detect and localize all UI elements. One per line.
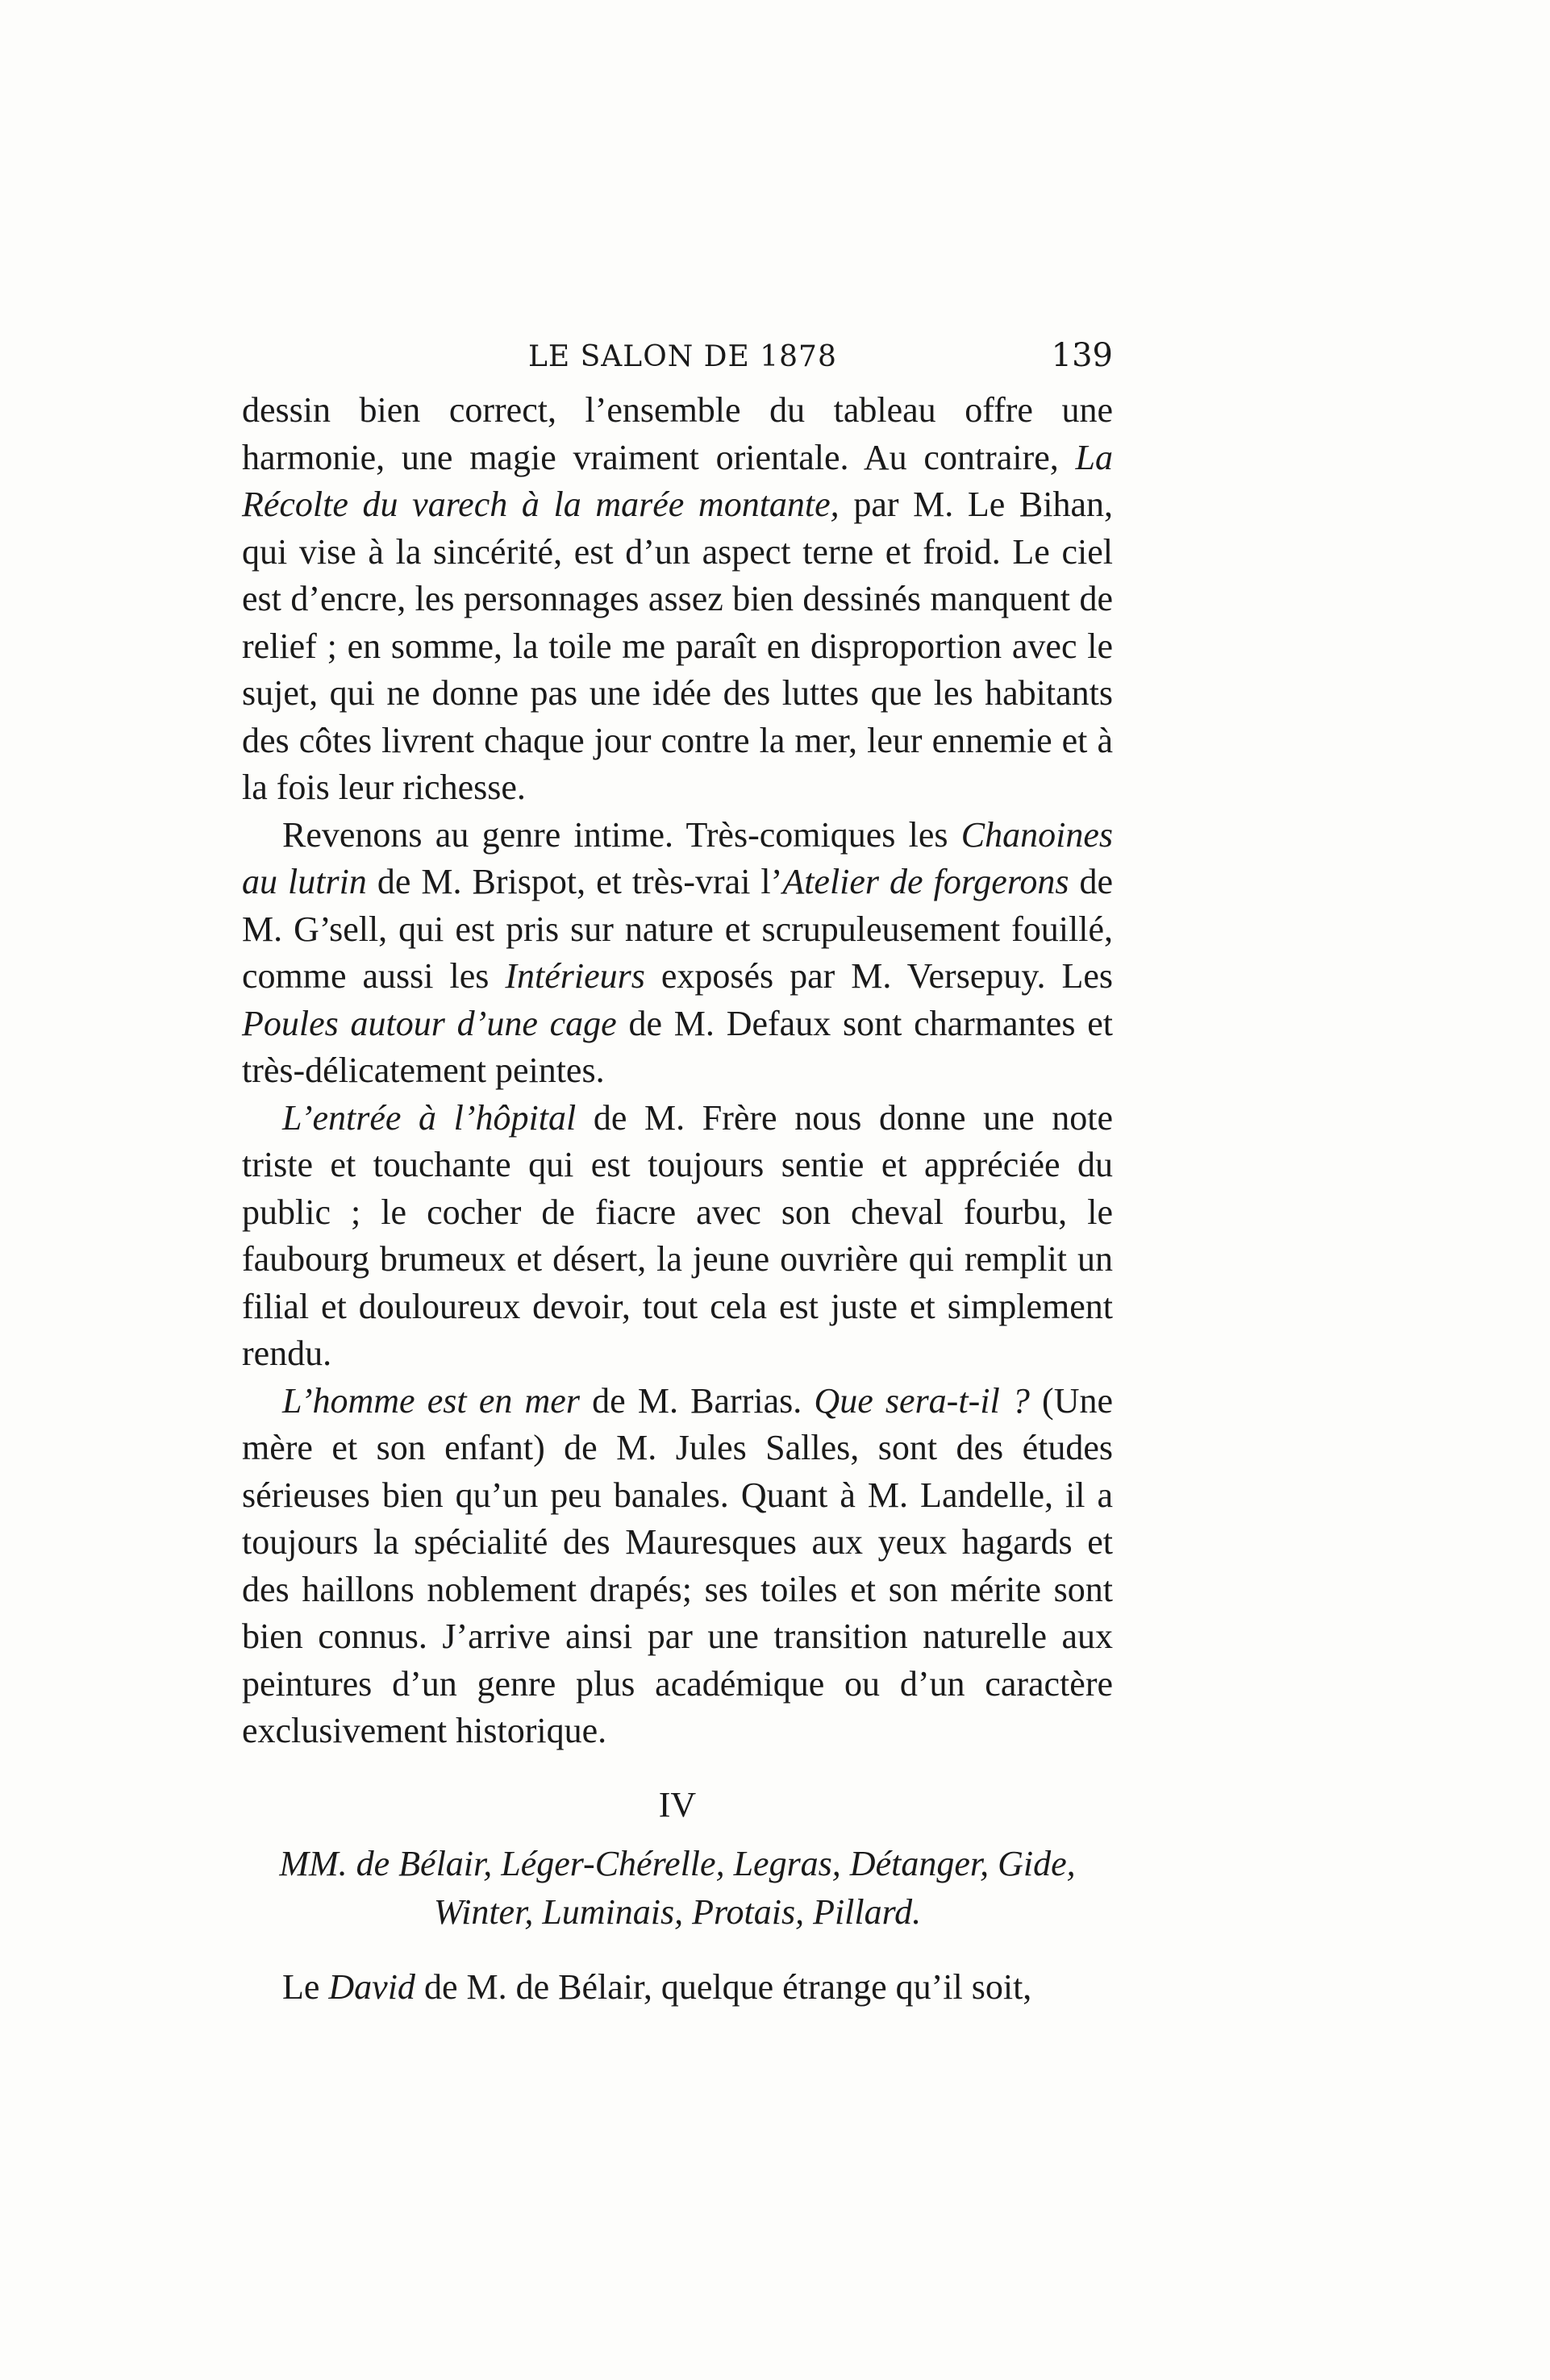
italic-title-text: David [328,1966,415,2007]
paragraph [242,812,1113,1095]
closing-paragraph [242,1964,1113,2012]
paragraph [242,1378,1113,1755]
running-head [242,331,1113,387]
book-page [242,331,1113,2011]
text-run: de M. Defaux sont charmantes et très-délicatement peintes. [242,1003,1113,1090]
section-artist-line-2: Winter, Luminais, Protais, Pillard. [433,1891,922,1932]
italic-title-text: Que sera-t-il ? [814,1380,1030,1421]
section-artist-list [242,1840,1113,1937]
italic-title-text: La Récolte du varech à la marée montante, [242,437,1113,524]
italic-title-text: Chanoines au lutrin [242,814,1113,901]
text-run: de M. G’sell, qui est pris sur nature et scrupuleusement fouillé, comme aussi les [242,862,1113,996]
italic-title-text: L’homme est en mer [282,1380,580,1421]
text-run: Revenons au genre intime. Très-comiques les [282,814,961,855]
body-text-continued [242,1964,1113,2012]
text-run: de M. Barrias. [579,1380,815,1421]
italic-title-text: Atelier de forgerons [782,862,1069,901]
section-artist-line-1: MM. de Bélair, Léger-Chérelle, Legras, Détanger, Gide, [279,1843,1076,1883]
text-run: par M. Le Bihan, qui vise à la sincérité, est d’un aspect terne et froid. Le ciel est d’encre, les personnages assez bien dessinés manquent de relief ; en somme, la toile me paraît en disproportion avec le sujet, qui ne donne pas une idée des luttes que les habitants des côtes livrent chaque jour contre la mer, leur ennemie et à la fois leur richesse. [242,485,1113,807]
italic-title-text: L’entrée à l’hôpital [282,1097,577,1138]
text-run: dessin bien correct, l’ensemble du tableau offre une harmonie, une magie vraiment orientale. Au contraire, [242,390,1113,477]
text-run: exposés par M. Versepuy. Les [644,956,1114,996]
text-run: (Une mère et son enfant) de M. Jules Salles, sont des études sérieuses bien qu’un peu banales. Quant à M. Landelle, il a toujours la spécialité des Mauresques aux yeux hagards et des haillons noblement drapés; ses toiles et son mérite sont bien connus. J’arrive ainsi par une transition naturelle aux peintures d’un genre plus académique ou d’un caractère exclusivement historique. [242,1380,1114,1750]
page-number: 139 [1051,337,1113,374]
italic-title-text: Poules autour d’une cage [242,1003,617,1043]
text-run: de M. Brispot, et très-vrai l’ [366,862,783,901]
text-run: de M. Frère nous donne une note triste et touchante qui est toujours sentie et appréciée du public ; le cocher de fiacre avec son cheval fourbu, le faubourg brumeux et désert, la jeune ouvrière qui remplit un filial et douloureux devoir, tout cela est juste et simplement rendu. [242,1097,1114,1373]
body-text [242,387,1113,1755]
section-number: IV [658,1784,697,1825]
paragraph [242,1095,1113,1378]
paragraph [242,387,1113,812]
text-run: Le [282,1966,329,2007]
italic-title-text: Intérieurs [505,956,645,996]
text-run: de M. de Bélair, quelque étrange qu’il soit, [415,1966,1032,2007]
running-title: LE SALON DE 1878 [528,340,837,373]
